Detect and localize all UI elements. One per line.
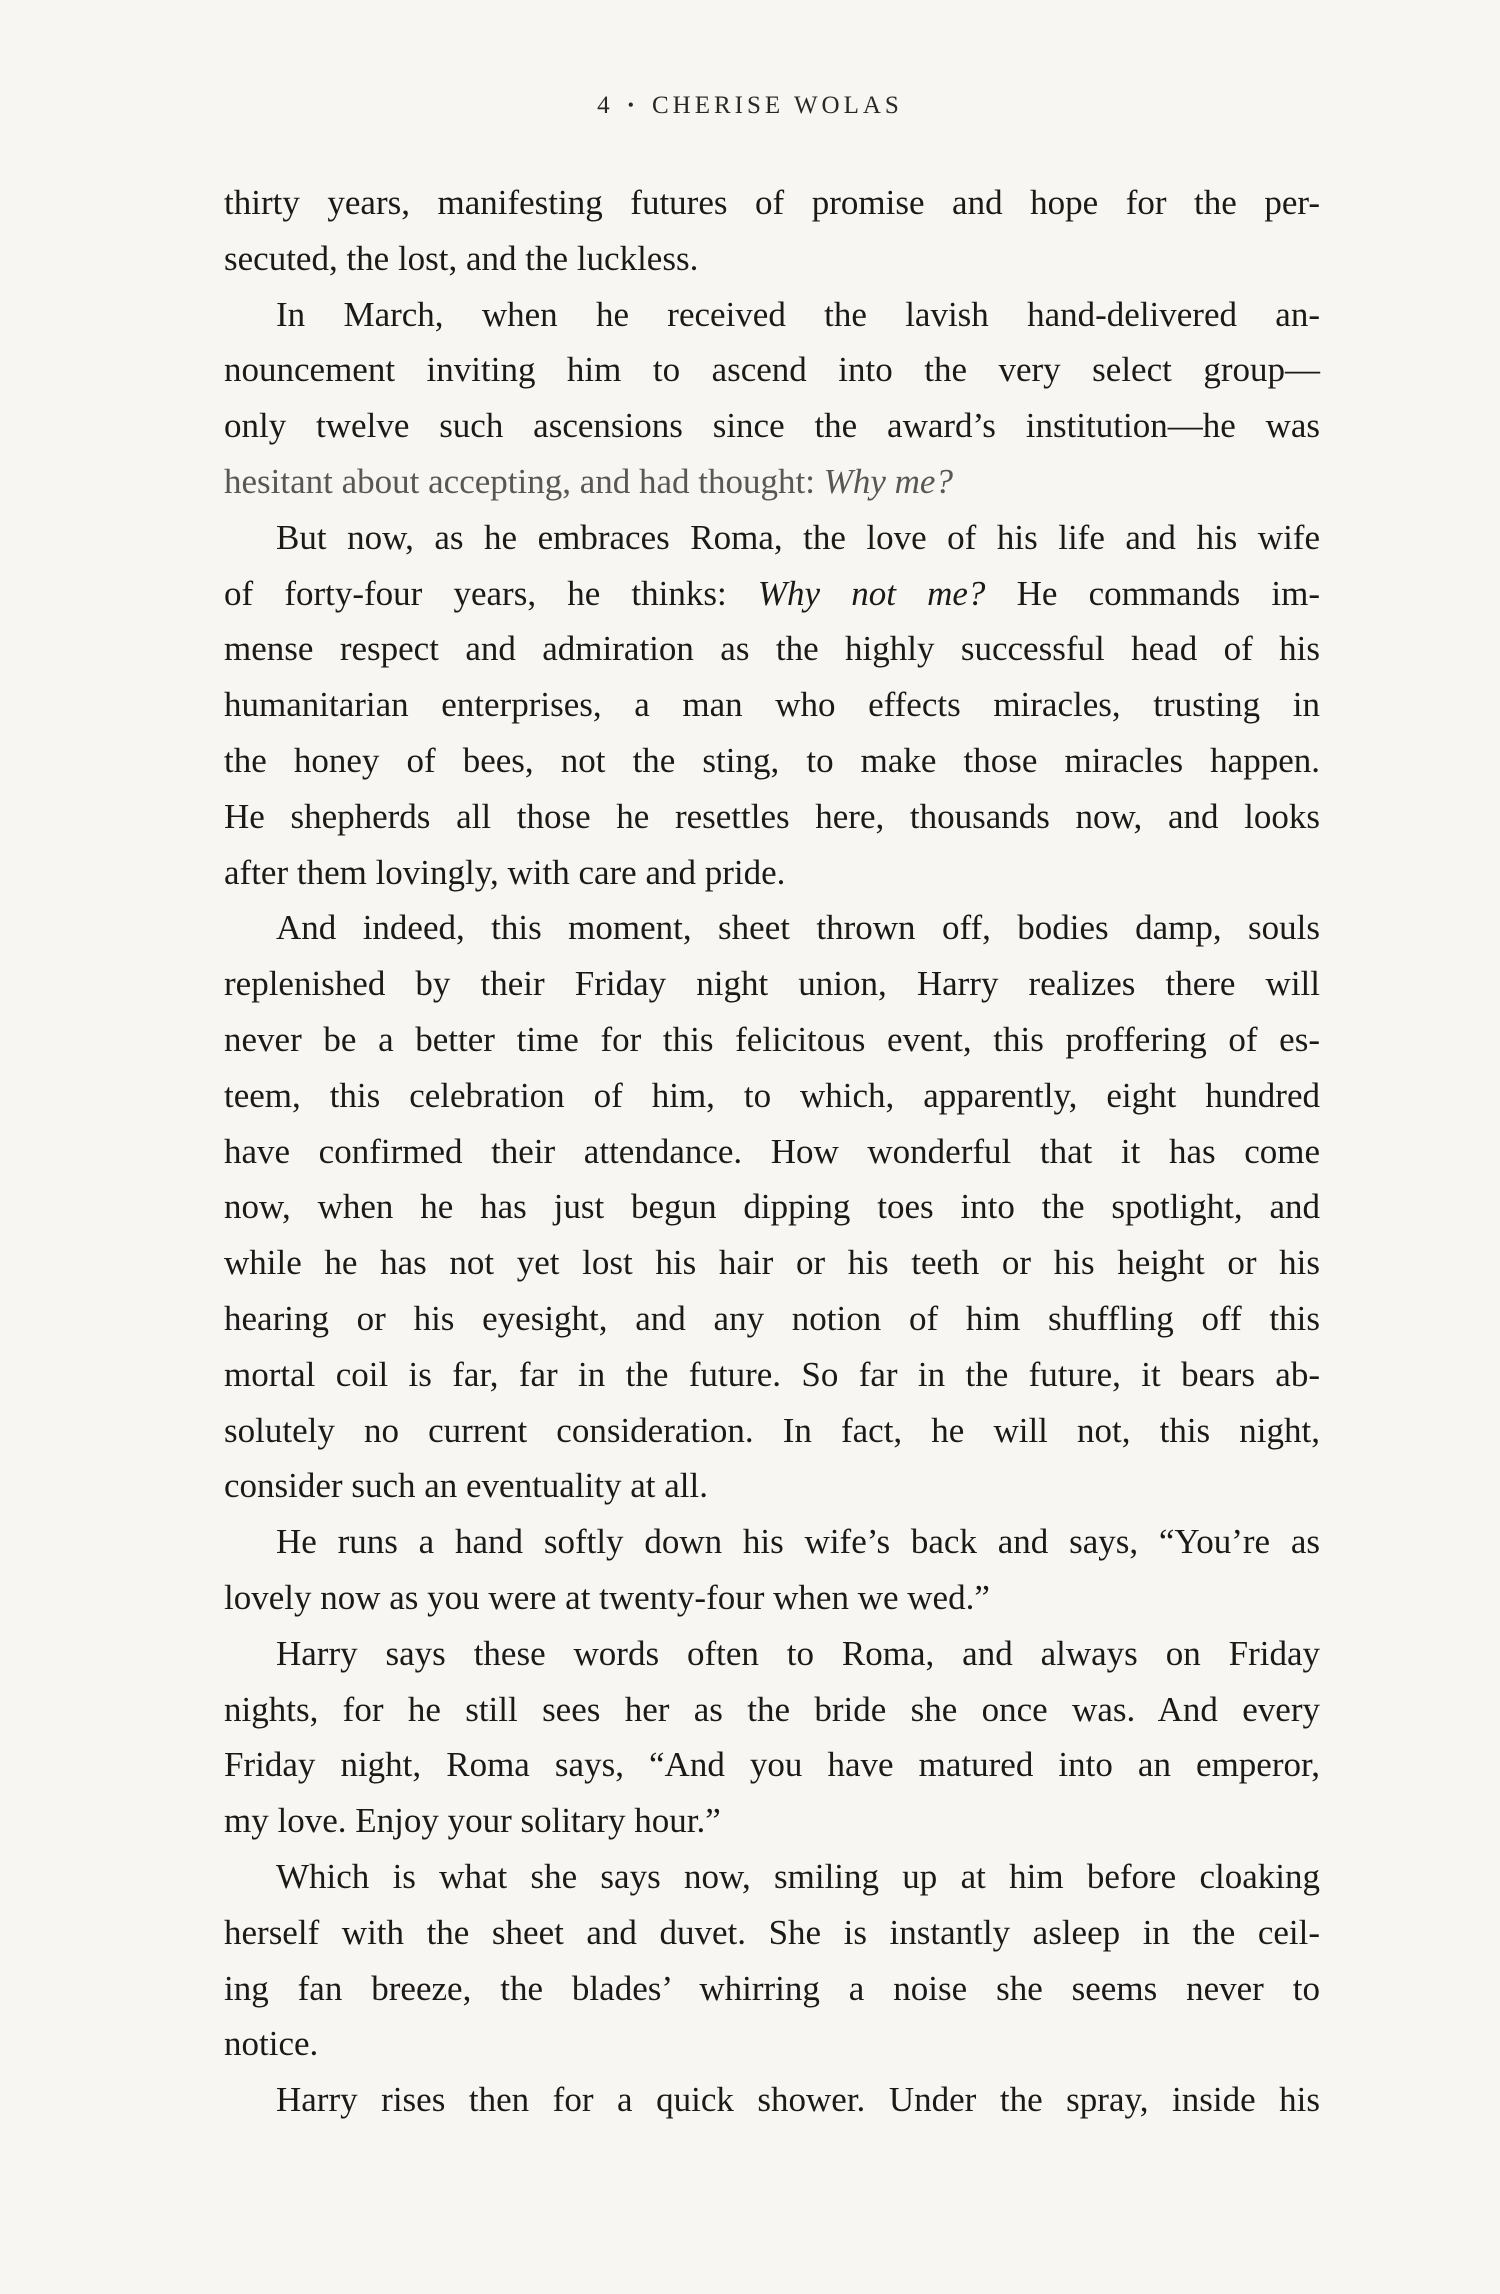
text-line: teem, this celebration of him, to which, apparently, eight hundred	[224, 1075, 1320, 1115]
text-line: notice.	[224, 2024, 319, 2064]
text-line: only twelve such ascensions since the award’s institution—he was	[224, 406, 1320, 446]
text-line: But now, as he embraces Roma, the love of his life and his wife	[276, 517, 1320, 557]
text-line: thirty years, manifesting futures of promise and hope for the per-	[224, 183, 1320, 222]
text-line: the honey of bees, not the sting, to make those miracles happen.	[224, 740, 1320, 780]
text-line: Harry rises then for a quick shower. Under the spray, inside his	[276, 2080, 1320, 2120]
text-line: He shepherds all those he resettles here, thousands now, and looks	[224, 796, 1320, 836]
text-line: of forty-four years, he thinks: Why not me? He commands im-	[224, 573, 1320, 613]
text-line: have confirmed their attendance. How wonderful that it has come	[224, 1131, 1320, 1171]
italic-phrase: Why not me?	[757, 573, 986, 613]
text-line: solutely no current consideration. In fact, he will not, this night,	[224, 1410, 1320, 1450]
separator-bullet: •	[627, 95, 638, 115]
text-line: mortal coil is far, far in the future. So far in the future, it bears ab-	[224, 1354, 1320, 1394]
text-line: consider such an eventuality at all.	[224, 1466, 709, 1506]
text-line: hearing or his eyesight, and any notion of him shuffling off this	[224, 1298, 1320, 1338]
text-line: secuted, the lost, and the luckless.	[224, 238, 699, 278]
text-line: ing fan breeze, the blades’ whirring a noise she seems never to	[224, 1968, 1320, 2008]
text-line: hesitant about accepting, and had thought: Why me?	[224, 461, 953, 501]
text-line: He runs a hand softly down his wife’s back and says, “You’re as	[276, 1522, 1320, 1562]
text-line: while he has not yet lost his hair or his teeth or his height or his	[224, 1243, 1320, 1283]
text-line: after them lovingly, with care and pride.	[224, 852, 786, 892]
running-head	[0, 92, 1500, 120]
italic-phrase: Why me?	[823, 461, 953, 501]
page-number: 4	[597, 92, 614, 119]
text-line: my love. Enjoy your solitary hour.”	[224, 1801, 721, 1841]
text-line: nouncement inviting him to ascend into the very select group—	[224, 350, 1320, 390]
text-line: In March, when he received the lavish hand-delivered an-	[276, 294, 1320, 334]
text-line: And indeed, this moment, sheet thrown off, bodies damp, souls	[276, 908, 1320, 948]
text-line: nights, for he still sees her as the bride she once was. And every	[224, 1689, 1320, 1729]
text-line: Harry says these words often to Roma, and always on Friday	[276, 1633, 1320, 1673]
author-name: CHERISE WOLAS	[651, 92, 903, 119]
body-text	[224, 175, 1320, 2128]
text-line: mense respect and admiration as the highly successful head of his	[224, 629, 1320, 669]
text-line: Friday night, Roma says, “And you have matured into an emperor,	[224, 1745, 1320, 1785]
text-line: humanitarian enterprises, a man who effects miracles, trusting in	[224, 685, 1320, 725]
text-line: never be a better time for this felicitous event, this proffering of es-	[224, 1019, 1320, 1059]
text-line: herself with the sheet and duvet. She is instantly asleep in the ceil-	[224, 1912, 1320, 1952]
text-line: Which is what she says now, smiling up at him before cloaking	[276, 1856, 1320, 1896]
text-line: lovely now as you were at twenty-four when we wed.”	[224, 1577, 990, 1617]
text-line: replenished by their Friday night union, Harry realizes there will	[224, 964, 1320, 1004]
text-line: now, when he has just begun dipping toes into the spotlight, and	[224, 1187, 1320, 1227]
